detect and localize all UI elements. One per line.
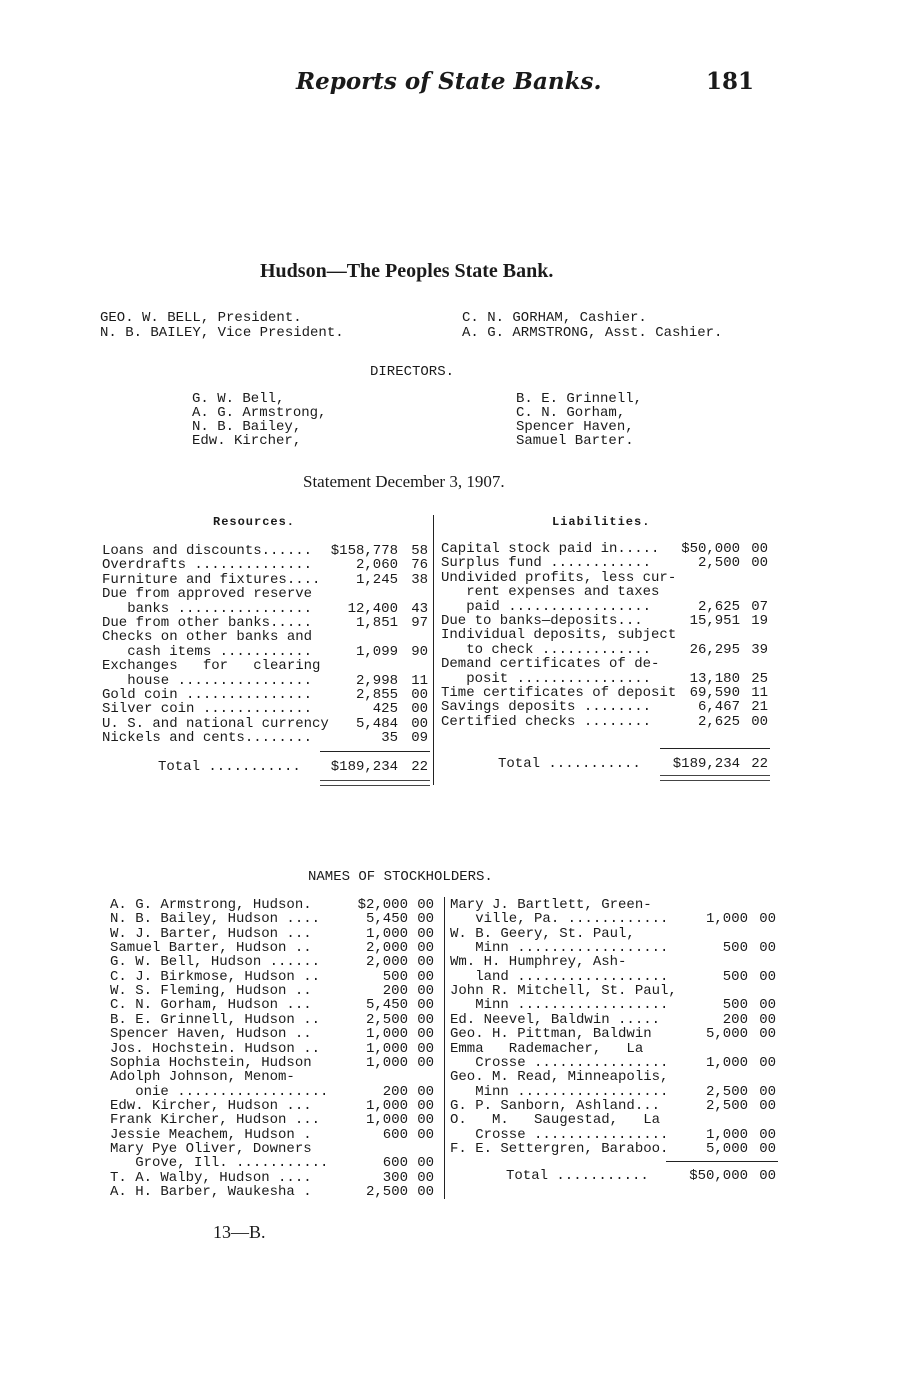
resource-line-dollars: 2,998 xyxy=(355,672,398,689)
stockholder-left-label: onie .................. xyxy=(110,1083,329,1100)
stockholder-right-dollars: 2,500 xyxy=(705,1097,748,1114)
stockholder-right-label: W. B. Geery, St. Paul, xyxy=(450,925,635,942)
stockholder-left-label: G. W. Bell, Hudson ...... xyxy=(110,954,321,971)
stockholder-left-cents: 00 xyxy=(417,1184,434,1200)
stockholder-left-dollars: 200 xyxy=(382,983,408,1000)
stockholder-left-cents: 00 xyxy=(417,897,434,913)
stockholder-left-dollars: 1,000 xyxy=(365,925,408,942)
liability-line-label: Time certificates of deposit xyxy=(441,685,677,701)
stockholder-right-label: F. E. Settergren, Baraboo. xyxy=(450,1140,669,1157)
liability-line-dollars: 2,500 xyxy=(697,555,740,572)
resource-line-cents: 38 xyxy=(411,571,428,588)
liability-line-dollars: 69,590 xyxy=(689,685,740,701)
stockholder-right-cents: 00 xyxy=(759,940,776,957)
page-number: 181 xyxy=(706,68,755,95)
stockholder-right-label: Crosse ................ xyxy=(450,1126,669,1143)
resource-line-label: Due from other banks..... xyxy=(102,615,313,631)
stockholder-right-dollars: 1,000 xyxy=(705,1054,748,1071)
total-dollars: $50,000 xyxy=(689,1168,748,1184)
stockholder-right-label: Minn .................. xyxy=(450,1083,669,1100)
total-label: Total ........... xyxy=(506,1168,649,1184)
stockholder-right-label: Geo. H. Pittman, Baldwin xyxy=(450,1026,652,1043)
director: Edw. Kircher, xyxy=(192,433,302,449)
resource-line-label: house ................ xyxy=(102,672,313,689)
stockholder-left-dollars: 2,000 xyxy=(365,940,408,957)
officers-right xyxy=(462,311,722,341)
officer-asst-cashier: A. G. ARMSTRONG, Asst. Cashier. xyxy=(462,325,723,341)
stockholder-left-cents: 00 xyxy=(417,1155,434,1172)
stockholder-left-dollars: 2,000 xyxy=(365,954,408,971)
liability-line-dollars: 2,625 xyxy=(697,598,740,615)
stockholder-left-dollars: 1,000 xyxy=(365,1112,408,1129)
resource-line-dollars: 5,484 xyxy=(355,715,398,732)
liability-line-cents: 21 xyxy=(751,699,768,716)
stockholder-right-cents: 00 xyxy=(759,911,776,928)
stockholder-left-label: W. J. Barter, Hudson ... xyxy=(110,925,312,942)
liability-line-label: Demand certificates of de- xyxy=(441,656,660,673)
resource-line-label: Overdrafts .............. xyxy=(102,557,313,574)
resource-line-cents: 43 xyxy=(411,600,428,617)
stockholder-left-dollars: 300 xyxy=(382,1169,408,1186)
balance-divider xyxy=(433,515,434,785)
resource-line-label: banks ................ xyxy=(102,600,313,617)
liability-line-label: paid ................. xyxy=(441,598,652,615)
stockholders-divider xyxy=(444,897,445,1199)
directors-heading: DIRECTORS. xyxy=(370,364,455,380)
liability-line-label: Surplus fund ............ xyxy=(441,555,652,572)
stockholder-left-label: N. B. Bailey, Hudson .... xyxy=(110,911,321,928)
liability-line-label: to check ............. xyxy=(441,641,652,658)
liability-line-cents: 11 xyxy=(751,685,768,701)
resource-line-dollars: 35 xyxy=(381,730,398,747)
stockholder-left-cents: 00 xyxy=(417,925,434,942)
stockholder-left-cents: 00 xyxy=(417,1040,434,1057)
stockholder-left-label: A. G. Armstrong, Hudson. xyxy=(110,897,312,913)
stockholder-right-dollars: 5,000 xyxy=(705,1026,748,1043)
stockholder-left-cents: 00 xyxy=(417,1026,434,1043)
officers-left xyxy=(100,311,344,341)
resource-line-dollars: 1,245 xyxy=(355,571,398,588)
stockholder-left-dollars: 2,500 xyxy=(365,1011,408,1028)
liability-line-cents: 25 xyxy=(751,670,768,687)
stockholder-left-cents: 00 xyxy=(417,1112,434,1129)
resource-line-cents: 97 xyxy=(411,615,428,631)
resource-line-cents: 58 xyxy=(411,543,428,559)
stockholder-right-cents: 00 xyxy=(759,1083,776,1100)
stockholder-right-label: Minn .................. xyxy=(450,940,669,957)
stockholder-right-label: Minn .................. xyxy=(450,997,669,1014)
directors-right xyxy=(516,392,642,448)
resource-line-label: Furniture and fixtures.... xyxy=(102,571,321,588)
stockholder-left-label: T. A. Walby, Hudson .... xyxy=(110,1169,312,1186)
liability-line-label: Individual deposits, subject xyxy=(441,627,677,644)
stockholder-right-cents: 00 xyxy=(759,997,776,1014)
stockholder-left-cents: 00 xyxy=(417,1083,434,1100)
stockholder-right-label: Ed. Neevel, Baldwin ..... xyxy=(450,1011,661,1028)
director: A. G. Armstrong, xyxy=(192,405,327,421)
stockholder-left-label: Sophia Hochstein, Hudson xyxy=(110,1054,312,1071)
stockholder-left-cents: 00 xyxy=(417,954,434,971)
stockholder-left-dollars: 600 xyxy=(382,1155,408,1172)
stockholder-right-label: John R. Mitchell, St. Paul, xyxy=(450,983,677,1000)
stockholder-left-label: Spencer Haven, Hudson .. xyxy=(110,1026,312,1043)
total-label: Total ........... xyxy=(158,759,301,775)
stockholder-right-label: Geo. M. Read, Minneapolis, xyxy=(450,1069,669,1086)
total-double-rule xyxy=(660,775,770,781)
liability-line-label: Undivided profits, less cur- xyxy=(441,569,677,586)
stockholder-right-dollars: 500 xyxy=(722,940,748,957)
stockholder-left-cents: 00 xyxy=(417,983,434,1000)
stockholder-left-dollars: 1,000 xyxy=(365,1097,408,1114)
total-dollars: $189,234 xyxy=(330,759,398,775)
stockholder-left-label: C. N. Gorham, Hudson ... xyxy=(110,997,312,1014)
total-rule xyxy=(666,1161,778,1162)
resource-line-dollars: 12,400 xyxy=(347,600,398,617)
resource-line-label: Gold coin ............... xyxy=(102,687,313,703)
stockholder-left-dollars: 1,000 xyxy=(365,1040,408,1057)
stockholder-left-dollars: 600 xyxy=(382,1126,408,1143)
directors-left xyxy=(192,392,326,448)
liability-line-cents: 39 xyxy=(751,641,768,658)
resource-line-cents: 00 xyxy=(411,687,428,703)
director: N. B. Bailey, xyxy=(192,419,302,435)
stockholder-right-dollars: 5,000 xyxy=(705,1140,748,1157)
stockholder-right-cents: 00 xyxy=(759,1140,776,1157)
stockholder-left-dollars: 1,000 xyxy=(365,1026,408,1043)
liability-line-label: rent expenses and taxes xyxy=(441,584,660,601)
liability-line-dollars: $50,000 xyxy=(681,541,740,557)
stockholder-left-label: Mary Pye Oliver, Downers xyxy=(110,1140,312,1157)
resource-line-dollars: 2,060 xyxy=(355,557,398,574)
stockholder-right-dollars: 1,000 xyxy=(705,911,748,928)
liability-line-label: Due to banks—deposits... xyxy=(441,613,643,629)
stockholder-left-cents: 00 xyxy=(417,1011,434,1028)
stockholder-right-dollars: 500 xyxy=(722,968,748,985)
liability-line-label: Certified checks ........ xyxy=(441,713,652,730)
resource-line-dollars: 1,099 xyxy=(355,643,398,660)
liability-line-label: Savings deposits ........ xyxy=(441,699,652,716)
stockholder-right-label: Crosse ................ xyxy=(450,1054,669,1071)
stockholder-left-dollars: 2,500 xyxy=(365,1184,408,1200)
stockholder-right-label: Emma Rademacher, La xyxy=(450,1040,644,1057)
stockholder-right-cents: 00 xyxy=(759,1011,776,1028)
stockholder-right-dollars: 500 xyxy=(722,997,748,1014)
stockholders-heading: NAMES OF STOCKHOLDERS. xyxy=(308,869,493,885)
stockholder-left-cents: 00 xyxy=(417,968,434,985)
total-cents: 22 xyxy=(411,759,428,775)
bank-title: Hudson—The Peoples State Bank. xyxy=(260,260,554,282)
resource-line-dollars: 2,855 xyxy=(355,687,398,703)
stockholder-right-label: Mary J. Bartlett, Green- xyxy=(450,897,652,913)
resource-line-cents: 00 xyxy=(411,701,428,718)
stockholder-right-cents: 00 xyxy=(759,1026,776,1043)
liability-line-dollars: 13,180 xyxy=(689,670,740,687)
stockholder-left-label: B. E. Grinnell, Hudson .. xyxy=(110,1011,321,1028)
stockholder-right-label: G. P. Sanborn, Ashland... xyxy=(450,1097,661,1114)
stockholder-left-label: Jos. Hochstein. Hudson .. xyxy=(110,1040,321,1057)
stockholder-left-dollars: 500 xyxy=(382,968,408,985)
stockholder-left-cents: 00 xyxy=(417,940,434,957)
stockholder-left-dollars: 5,450 xyxy=(365,911,408,928)
resource-line-label: cash items ........... xyxy=(102,643,313,660)
resource-line-dollars: 1,851 xyxy=(355,615,398,631)
liability-line-dollars: 15,951 xyxy=(689,613,740,629)
liability-line-cents: 00 xyxy=(751,713,768,730)
total-cents: 22 xyxy=(751,756,768,772)
resource-line-cents: 00 xyxy=(411,715,428,732)
stockholder-left-cents: 00 xyxy=(417,1126,434,1143)
liability-line-cents: 00 xyxy=(751,541,768,557)
stockholder-left-cents: 00 xyxy=(417,1054,434,1071)
resource-line-cents: 11 xyxy=(411,672,428,689)
stockholder-left-label: W. S. Fleming, Hudson .. xyxy=(110,983,312,1000)
stockholder-left-label: Jessie Meachem, Hudson . xyxy=(110,1126,312,1143)
resource-line-label: Loans and discounts...... xyxy=(102,543,313,559)
total-rule xyxy=(660,748,770,749)
resource-line-label: U. S. and national currency xyxy=(102,715,329,732)
statement-title: Statement December 3, 1907. xyxy=(303,472,505,491)
resource-line-label: Exchanges for clearing xyxy=(102,658,321,675)
stockholder-left-dollars: 5,450 xyxy=(365,997,408,1014)
resource-line-dollars: 425 xyxy=(372,701,398,718)
stockholder-left-cents: 00 xyxy=(417,1097,434,1114)
resource-line-cents: 76 xyxy=(411,557,428,574)
stockholder-left-cents: 00 xyxy=(417,1169,434,1186)
total-rule xyxy=(320,751,430,752)
total-label: Total ........... xyxy=(498,756,641,772)
director: Spencer Haven, xyxy=(516,419,634,435)
officer-cashier: C. N. GORHAM, Cashier. xyxy=(462,310,647,326)
resource-line-cents: 90 xyxy=(411,643,428,660)
stockholder-right-cents: 00 xyxy=(759,968,776,985)
stockholder-left-label: A. H. Barber, Waukesha . xyxy=(110,1184,312,1200)
director: B. E. Grinnell, xyxy=(516,391,643,407)
liability-line-dollars: 26,295 xyxy=(689,641,740,658)
resource-line-cents: 09 xyxy=(411,730,428,747)
stockholder-right-label: Wm. H. Humphrey, Ash- xyxy=(450,954,627,971)
stockholder-left-dollars: $2,000 xyxy=(357,897,408,913)
liability-line-cents: 00 xyxy=(751,555,768,572)
liability-line-dollars: 2,625 xyxy=(697,713,740,730)
liability-line-label: Capital stock paid in..... xyxy=(441,541,660,557)
liability-line-cents: 19 xyxy=(751,613,768,629)
director: G. W. Bell, xyxy=(192,391,285,407)
director: Samuel Barter. xyxy=(516,433,634,449)
resource-line-label: Silver coin ............. xyxy=(102,701,313,718)
stockholder-left-cents: 00 xyxy=(417,911,434,928)
signature-mark: 13—B. xyxy=(213,1222,266,1242)
officer-vice-president: N. B. BAILEY, Vice President. xyxy=(100,325,344,341)
liabilities-heading: Liabilities. xyxy=(552,515,651,529)
total-dollars: $189,234 xyxy=(672,756,740,772)
stockholder-right-cents: 00 xyxy=(759,1097,776,1114)
stockholder-right-dollars: 1,000 xyxy=(705,1126,748,1143)
stockholder-left-label: Frank Kircher, Hudson ... xyxy=(110,1112,321,1129)
liability-line-cents: 07 xyxy=(751,598,768,615)
liability-line-label: posit ................ xyxy=(441,670,652,687)
resource-line-dollars: $158,778 xyxy=(330,543,398,559)
stockholder-right-dollars: 200 xyxy=(722,1011,748,1028)
resource-line-label: Due from approved reserve xyxy=(102,586,313,603)
stockholder-left-cents: 00 xyxy=(417,997,434,1014)
officer-president: GEO. W. BELL, President. xyxy=(100,310,302,326)
total-double-rule xyxy=(320,780,430,786)
stockholder-left-label: Adolph Johnson, Menom- xyxy=(110,1069,295,1086)
stockholder-left-label: Edw. Kircher, Hudson ... xyxy=(110,1097,312,1114)
liability-line-dollars: 6,467 xyxy=(697,699,740,716)
total-cents: 00 xyxy=(759,1168,776,1184)
stockholder-left-dollars: 200 xyxy=(382,1083,408,1100)
stockholder-right-cents: 00 xyxy=(759,1126,776,1143)
stockholder-left-dollars: 1,000 xyxy=(365,1054,408,1071)
stockholder-right-label: ville, Pa. ............ xyxy=(450,911,669,928)
running-title: Reports of State Banks. xyxy=(296,68,602,95)
stockholder-left-label: C. J. Birkmose, Hudson .. xyxy=(110,968,321,985)
resources-heading: Resources. xyxy=(213,515,296,529)
stockholder-left-label: Grove, Ill. ........... xyxy=(110,1155,329,1172)
stockholder-right-dollars: 2,500 xyxy=(705,1083,748,1100)
stockholder-left-label: Samuel Barter, Hudson .. xyxy=(110,940,312,957)
stockholder-right-label: land .................. xyxy=(450,968,669,985)
stockholder-right-cents: 00 xyxy=(759,1054,776,1071)
director: C. N. Gorham, xyxy=(516,405,626,421)
stockholder-right-label: O. M. Saugestad, La xyxy=(450,1112,661,1129)
resource-line-label: Checks on other banks and xyxy=(102,629,313,646)
resource-line-label: Nickels and cents........ xyxy=(102,730,313,747)
